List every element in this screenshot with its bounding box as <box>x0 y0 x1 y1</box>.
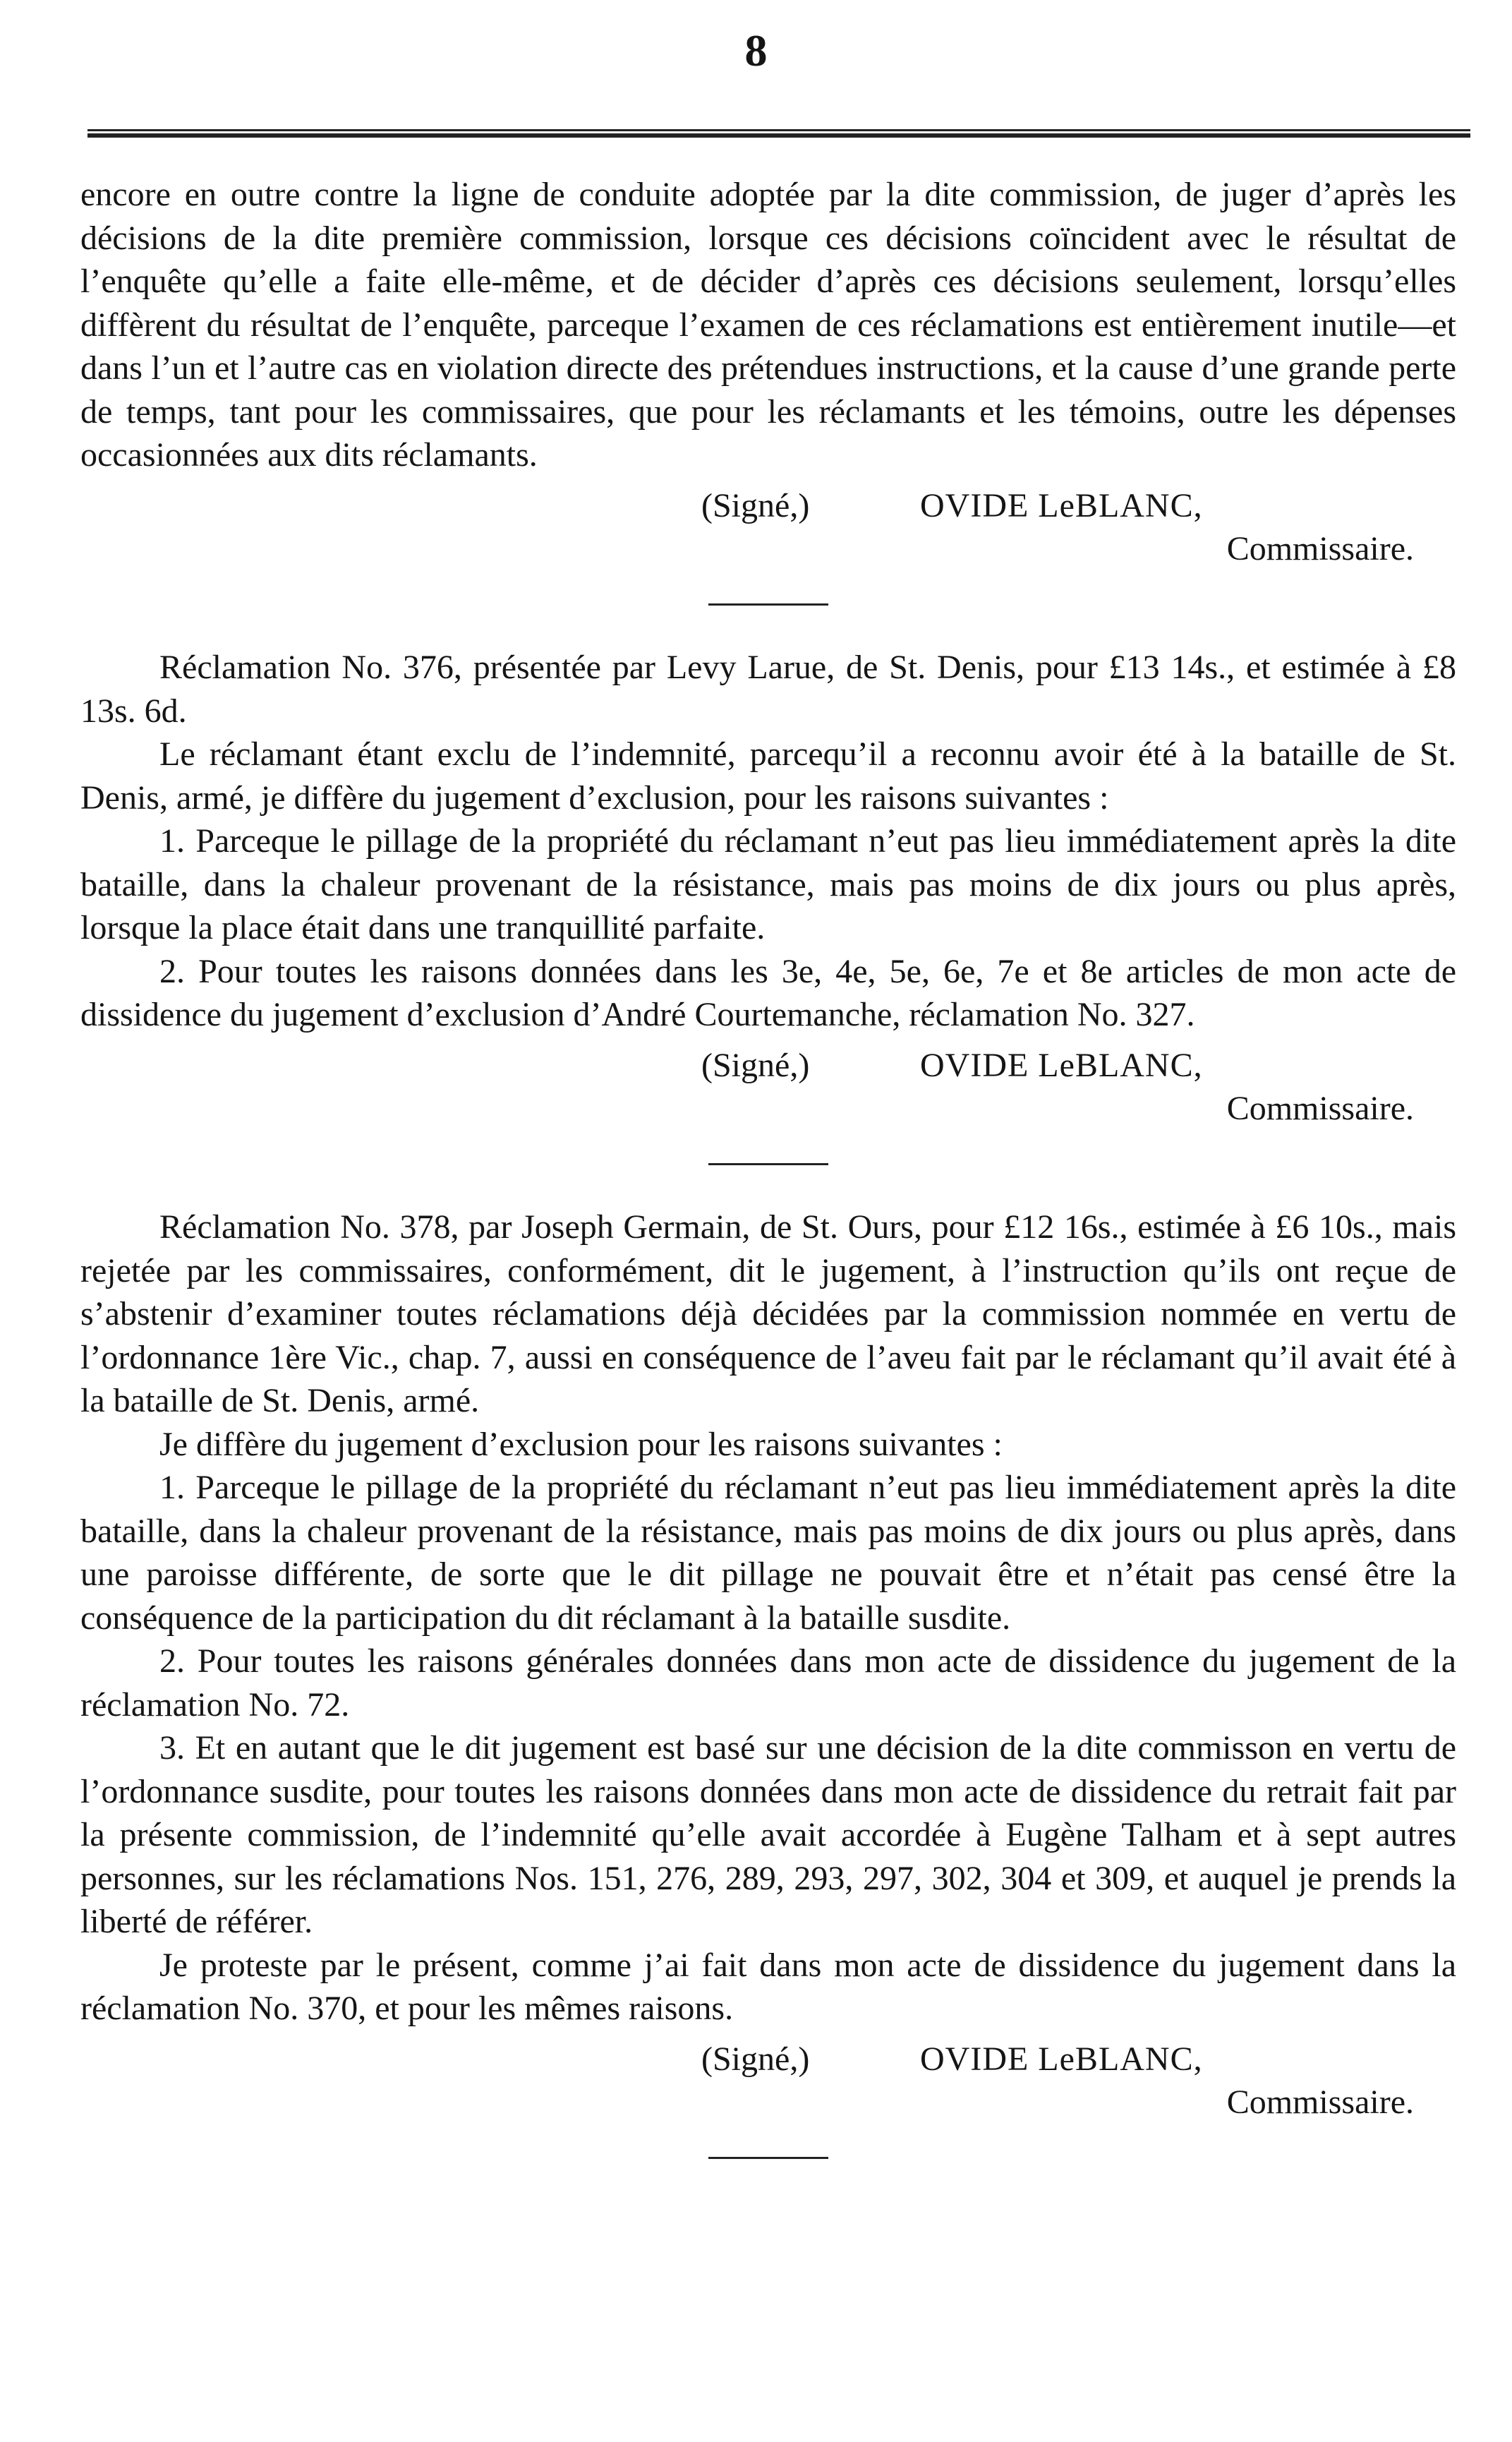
signature-line <box>80 484 1456 527</box>
claim-378-protest: Je proteste par le présent, comme j’ai fait dans mon acte de dissidence du jugement dans la réclamation No. 370, et pour les mêmes raisons. <box>80 1946 1456 2027</box>
claim-378-heading: Réclamation No. 378, par Joseph Germain, de St. Ours, pour £12 16s., estimée à £6 10s., mais rejetée par les commissaires, conformément, dit le jugement, à l’instruction qu’ils ont reçue de s’abstenir d’examiner toutes réclamations déjà décidées par la commission nommée en vertu de l’ordonnance 1ère Vic., chap. 7, aussi en conséquence de l’aveu fait par le réclamant qu’il avait été à la bataille de St. Denis, armé. <box>80 1208 1456 1419</box>
signatory-name: OVIDE LeBLANC, <box>920 1046 1203 1084</box>
signe-label: (Signé,) <box>701 486 810 524</box>
header-rule <box>87 129 1470 138</box>
signe-label: (Signé,) <box>701 1046 810 1084</box>
claim-378-paragraph: Je diffère du jugement d’exclusion pour les raisons suivantes : <box>159 1425 1003 1463</box>
signature-line <box>80 2038 1456 2081</box>
section-divider <box>708 1163 828 1165</box>
signatory-name: OVIDE LeBLANC, <box>920 2040 1203 2078</box>
signatory-title: Commissaire. <box>1226 2083 1414 2121</box>
signatory-name: OVIDE LeBLANC, <box>920 486 1203 524</box>
intro-paragraph: encore en outre contre la ligne de conduite adoptée par la dite commission, de juger d’après les décisions de la dite première commission, lorsque ces décisions coïncident avec le résultat de l’enquête qu’elle a faite elle-même, et de décider d’après ces décisions seulement, lorsqu’elles diffèrent du résultat de l’enquête, parceque l’examen de ces réclamations est entièrement inutile—et dans l’un et l’autre cas en violation directe des prétendues instructions, et la cause d’une grande perte de temps, tant pour les commissaires, que pour les réclamants et les témoins, outre les dépenses occasionnées aux dits réclamants. <box>80 176 1456 474</box>
signature-line <box>80 1044 1456 1087</box>
claim-376-heading: Réclamation No. 376, présentée par Levy Larue, de St. Denis, pour £13 14s., et estimée à £8 13s. 6d. <box>80 649 1456 730</box>
signatory-title: Commissaire. <box>1226 1089 1414 1127</box>
signe-label: (Signé,) <box>701 2040 810 2078</box>
claim-378-item-3: 3. Et en autant que le dit jugement est basé sur une décision de la dite commisson en vertu de l’ordonnance susdite, pour toutes les raisons données dans mon acte de dissidence du retrait fait par la présente commission, de l’indemnité qu’elle avait accordée à Eugène Talham et à sept autres personnes, sur les réclamations Nos. 151, 276, 289, 293, 297, 302, 304 et 309, et auquel je prends la liberté de référer. <box>80 1729 1456 1940</box>
claim-378-item-2: 2. Pour toutes les raisons générales données dans mon acte de dissidence du jugement de la réclamation No. 72. <box>80 1642 1456 1724</box>
signatory-title: Commissaire. <box>1226 529 1414 567</box>
claim-378-item-1: 1. Parceque le pillage de la propriété du réclamant n’eut pas lieu immédiatement après la dite bataille, dans la chaleur provenant de la résistance, mais pas moins de dix jours ou plus après, dans une paroisse différente, de sorte que le dit pillage ne pouvait être et n’était pas censé être la conséquence de la participation du dit réclamant à la bataille susdite. <box>80 1469 1456 1637</box>
section-divider <box>708 603 828 606</box>
document-body <box>80 173 1456 2199</box>
page-number: 8 <box>744 25 768 76</box>
claim-376-item-1: 1. Parceque le pillage de la propriété du réclamant n’eut pas lieu immédiatement après la dite bataille, dans la chaleur provenant de la résistance, mais pas moins de dix jours ou plus après, lorsque la place était dans une tranquillité parfaite. <box>80 822 1456 946</box>
claim-376-paragraph: Le réclamant étant exclu de l’indemnité, parcequ’il a reconnu avoir été à la bataille de St. Denis, armé, je diffère du jugement d’exclusion, pour les raisons suivantes : <box>80 735 1456 817</box>
section-divider <box>708 2157 828 2159</box>
claim-376-item-2: 2. Pour toutes les raisons données dans les 3e, 4e, 5e, 6e, 7e et 8e articles de mon acte de dissidence du jugement d’exclusion d’André Courtemanche, réclamation No. 327. <box>80 952 1456 1033</box>
